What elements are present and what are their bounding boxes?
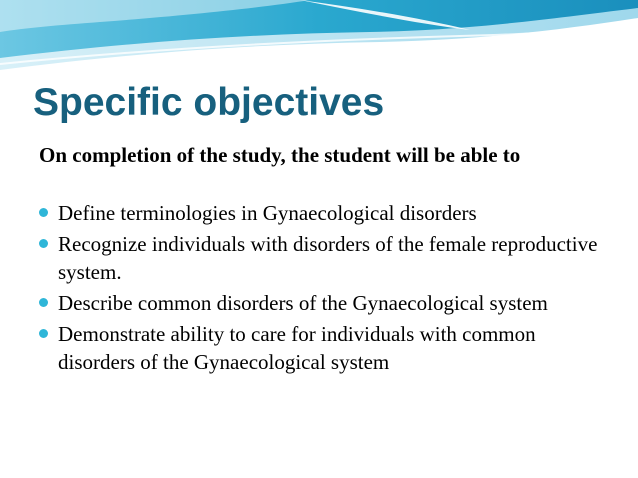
objective-text: Recognize individuals with disorders of the female reproductive system.: [58, 232, 598, 284]
slide-title: Specific objectives: [33, 81, 385, 124]
objective-text: Demonstrate ability to care for individuals with common disorders of the Gynaecological system: [58, 322, 536, 374]
header-wave-decoration: [0, 0, 638, 80]
objective-item: [39, 230, 609, 286]
objective-item: [39, 289, 609, 317]
objective-item: [39, 199, 609, 227]
bullet-icon: [39, 298, 48, 307]
objective-item: [39, 320, 609, 376]
objective-text: Describe common disorders of the Gynaecological system: [58, 291, 548, 315]
objectives-list: [39, 199, 609, 379]
bullet-icon: [39, 239, 48, 248]
bullet-icon: [39, 208, 48, 217]
objective-text: Define terminologies in Gynaecological disorders: [58, 201, 477, 225]
bullet-icon: [39, 329, 48, 338]
intro-text: On completion of the study, the student will be able to: [39, 143, 521, 167]
